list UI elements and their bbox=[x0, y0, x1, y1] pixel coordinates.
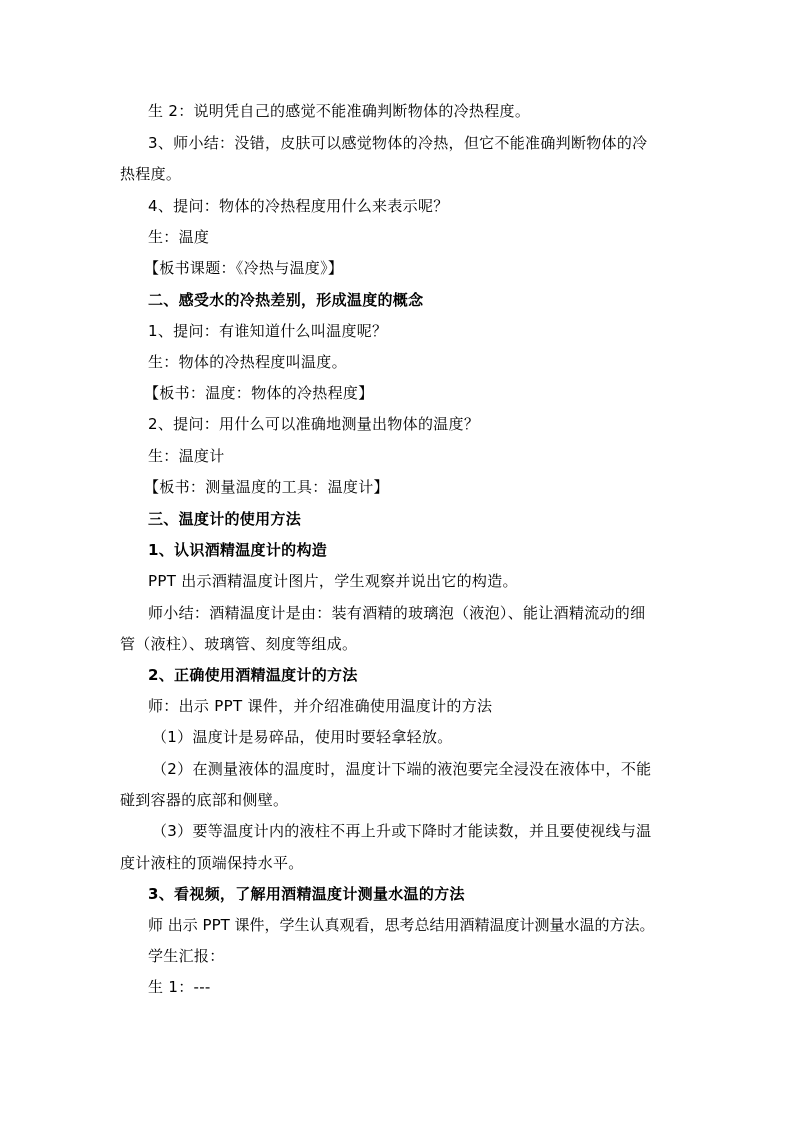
paragraph-line: 【板书：温度：物体的冷热程度】 bbox=[144, 384, 374, 402]
section-heading: 三、温度计的使用方法 bbox=[148, 510, 302, 528]
paragraph-line: 师 出示 PPT 课件，学生认真观看，思考总结用酒精温度计测量水温的方法。 bbox=[148, 916, 655, 934]
paragraph-line: 【板书：测量温度的工具：温度计】 bbox=[144, 478, 389, 496]
paragraph-line: 3、师小结：没错，皮肤可以感觉物体的冷热，但它不能准确判断物体的冷 bbox=[148, 134, 648, 152]
paragraph-line: 师小结：酒精温度计是由：装有酒精的玻璃泡（液泡）、能让酒精流动的细 bbox=[148, 604, 646, 622]
subsection-heading: 3、看视频，了解用酒精温度计测量水温的方法 bbox=[148, 885, 465, 903]
paragraph-line: 2、提问：用什么可以准确地测量出物体的温度？ bbox=[148, 415, 480, 433]
subsection-heading: 1、认识酒精温度计的构造 bbox=[148, 541, 328, 559]
paragraph-line: PPT 出示酒精温度计图片，学生观察并说出它的构造。 bbox=[148, 572, 518, 590]
paragraph-line: 生 2：说明凭自己的感觉不能准确判断物体的冷热程度。 bbox=[148, 102, 531, 120]
paragraph-line: 碰到容器的底部和侧壁。 bbox=[120, 791, 289, 809]
paragraph-line: 生：物体的冷热程度叫温度。 bbox=[148, 353, 347, 371]
list-item: （2）在测量液体的温度时，温度计下端的液泡要完全浸没在液体中，不能 bbox=[152, 760, 652, 778]
paragraph-line: 热程度。 bbox=[120, 165, 182, 183]
paragraph-line: 度计液柱的顶端保持水平。 bbox=[120, 854, 304, 872]
list-item: （3）要等温度计内的液柱不再上升或下降时才能读数，并且要使视线与温 bbox=[152, 822, 652, 840]
paragraph-line: 学生汇报： bbox=[148, 947, 225, 965]
paragraph-line: 【板书课题：《冷热与温度》】 bbox=[144, 259, 344, 277]
paragraph-line: 1、提问：有谁知道什么叫温度呢？ bbox=[148, 322, 388, 340]
list-item: （1）温度计是易碎品，使用时要轻拿轻放。 bbox=[152, 728, 453, 746]
paragraph-line: 4、提问：物体的冷热程度用什么来表示呢？ bbox=[148, 197, 449, 215]
section-heading: 二、感受水的冷热差别，形成温度的概念 bbox=[148, 291, 424, 309]
paragraph-line: 生 1：--- bbox=[148, 978, 211, 996]
paragraph-line: 生：温度计 bbox=[148, 447, 225, 465]
paragraph-line: 生：温度 bbox=[148, 228, 210, 246]
paragraph-line: 管（液柱）、玻璃管、刻度等组成。 bbox=[120, 635, 358, 653]
subsection-heading: 2、正确使用酒精温度计的方法 bbox=[148, 666, 358, 684]
paragraph-line: 师：出示 PPT 课件，并介绍准确使用温度计的方法 bbox=[148, 697, 493, 715]
